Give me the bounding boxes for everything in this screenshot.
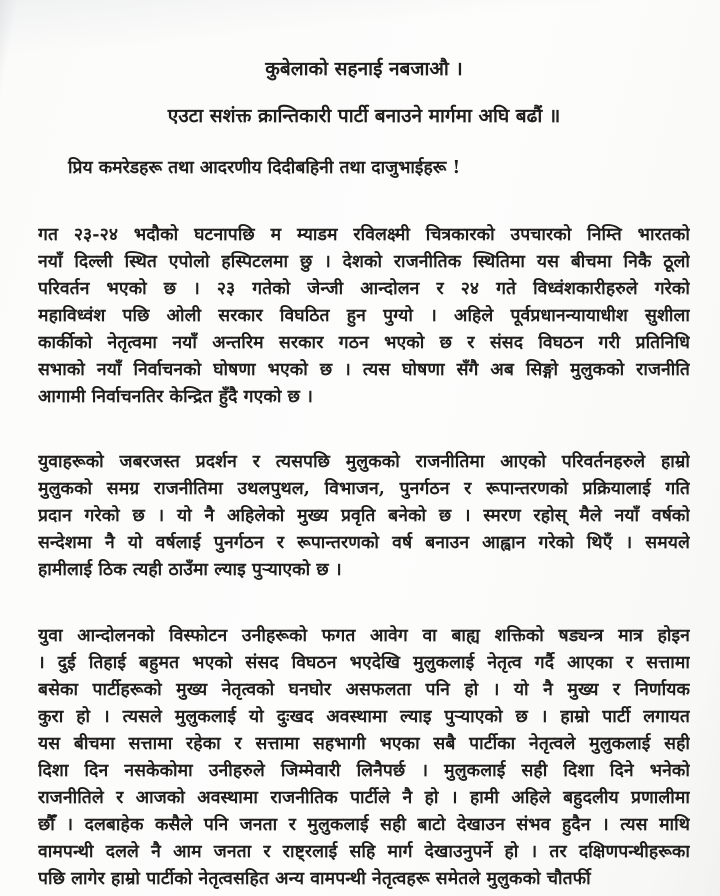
text-line: मुलुकको समग्र राजनीतिमा उथलपुथल, विभाजन, पुनर्गठन र रूपान्तरणको प्रक्रियालाई गति	[38, 479, 690, 499]
letter-title-line-1: कुबेलाको सहनाई नबजाऔ ।	[265, 58, 463, 80]
text-line: प्रदान गरेको छ । यो नै अहिलेको मुख्य प्रवृति बनेको छ । स्मरण रहोस् मैले नयाँ वर्षको	[38, 506, 690, 526]
letter-title-line-2: एउटा सशंक्त क्रान्तिकारी पार्टी बनाउने मार्गमा अघि बढौं ॥	[167, 105, 561, 127]
paragraph-3	[38, 623, 690, 893]
letter-heading	[38, 56, 690, 129]
text-line: यस बीचमा सत्तामा रहेका र सत्तामा सहभागी भएका सबै पार्टीका नेतृत्वले मुलुकलाई सही	[38, 734, 690, 754]
text-line: वामपन्थी दलले नै आम जनता र राष्ट्रलाई सहि मार्ग देखाउनुपर्ने हो । तर दक्षिणपन्थीहरूका	[38, 842, 690, 862]
text-line: कार्कीको नेतृत्वमा नयाँ अन्तरिम सरकार गठन भएको छ र संसद विघठन गरी प्रतिनिधि	[38, 333, 690, 353]
text-line: । दुई तिहाई बहुमत भएको संसद विघठन भएदेखि मुलुकलाई नेतृत्व गर्दै आएका र सत्तामा	[38, 653, 690, 673]
text-line: आगामी निर्वाचनतिर केन्द्रित हुँदै गएको छ ।	[38, 387, 313, 407]
text-line: गत २३-२४ भदौको घटनापछि म म्याडम रविलक्ष्मी चित्रकारको उपचारको निम्ति भारतको	[38, 225, 690, 245]
paragraph-2	[38, 449, 690, 584]
text-line: बसेका पार्टीहरूको मुख्य नेतृत्वको घनघोर असफलता पनि हो । यो नै मुख्य र निर्णायक	[38, 680, 690, 700]
text-line: सन्देशमा नै यो वर्षलाई पुनर्गठन र रूपान्तरणको वर्ष बनाउन आह्वान गरेको थिएँ । समयले	[38, 533, 690, 553]
text-line: युवाहरूको जबरजस्त प्रदर्शन र त्यसपछि मुलुकको राजनीतिमा आएको परिवर्तनहरुले हाम्रो	[38, 452, 690, 472]
text-line: दिशा दिन नसकेकोमा उनीहरुले जिम्मेवारी लिनैपर्छ । मुलुकलाई सही दिशा दिने भनेको	[38, 761, 690, 781]
text-line: कुरा हो । त्यसले मुलुकलाई यो दुःखद अवस्थामा ल्याइ पुऱ्याएको छ । हाम्रो पार्टी लगायत	[38, 707, 690, 727]
letter-salutation: प्रिय कमरेडहरू तथा आदरणीय दिदीबहिनी तथा दाजुभाईहरू !	[68, 158, 461, 178]
text-line: नयाँ दिल्ली स्थित एपोलो हस्पिटलमा छु । देशको राजनीतिक स्थितिमा यस बीचमा निकै ठूलो	[38, 252, 690, 272]
text-line: सभाको नयाँ निर्वाचनको घोषणा भएको छ । त्यस घोषणा सँगै अब सिङ्गो मुलुकको राजनीति	[38, 360, 690, 380]
text-line: हामीलाई ठिक त्यही ठाउँमा ल्याइ पुऱ्याएको छ ।	[38, 560, 342, 580]
text-line: परिवर्तन भएको छ । २३ गतेको जेन्जी आन्दोलन र २४ गते विध्वंशकारीहरुले गरेको	[38, 279, 690, 299]
text-line: महाविध्वंश पछि ओली सरकार विघठित हुन पुग्यो । अहिले पूर्वप्रधानन्यायाधीश सुशीला	[38, 306, 690, 326]
text-line: छौँ । दलबाहेक कसैले पनि जनता र मुलुकलाई सही बाटो देखाउन संभव हुदैन । त्यस माथि	[38, 815, 690, 835]
text-line: राजनीतिले र आजको अवस्थामा राजनीतिक पार्टीले नै हो । हामी अहिले बहुदलीय प्रणालीमा	[38, 788, 690, 808]
text-line: युवा आन्दोलनको विस्फोटन उनीहरूको फगत आवेग वा बाह्य शक्तिको षड्यन्त्र मात्र होइन	[38, 626, 690, 646]
paragraph-1	[38, 222, 690, 411]
text-line: पछि लागेर हाम्रो पार्टीको नेतृत्वसहित अन्य वामपन्थी नेतृत्वहरू समेतले मुलुकको चौतर्फी	[38, 869, 591, 889]
